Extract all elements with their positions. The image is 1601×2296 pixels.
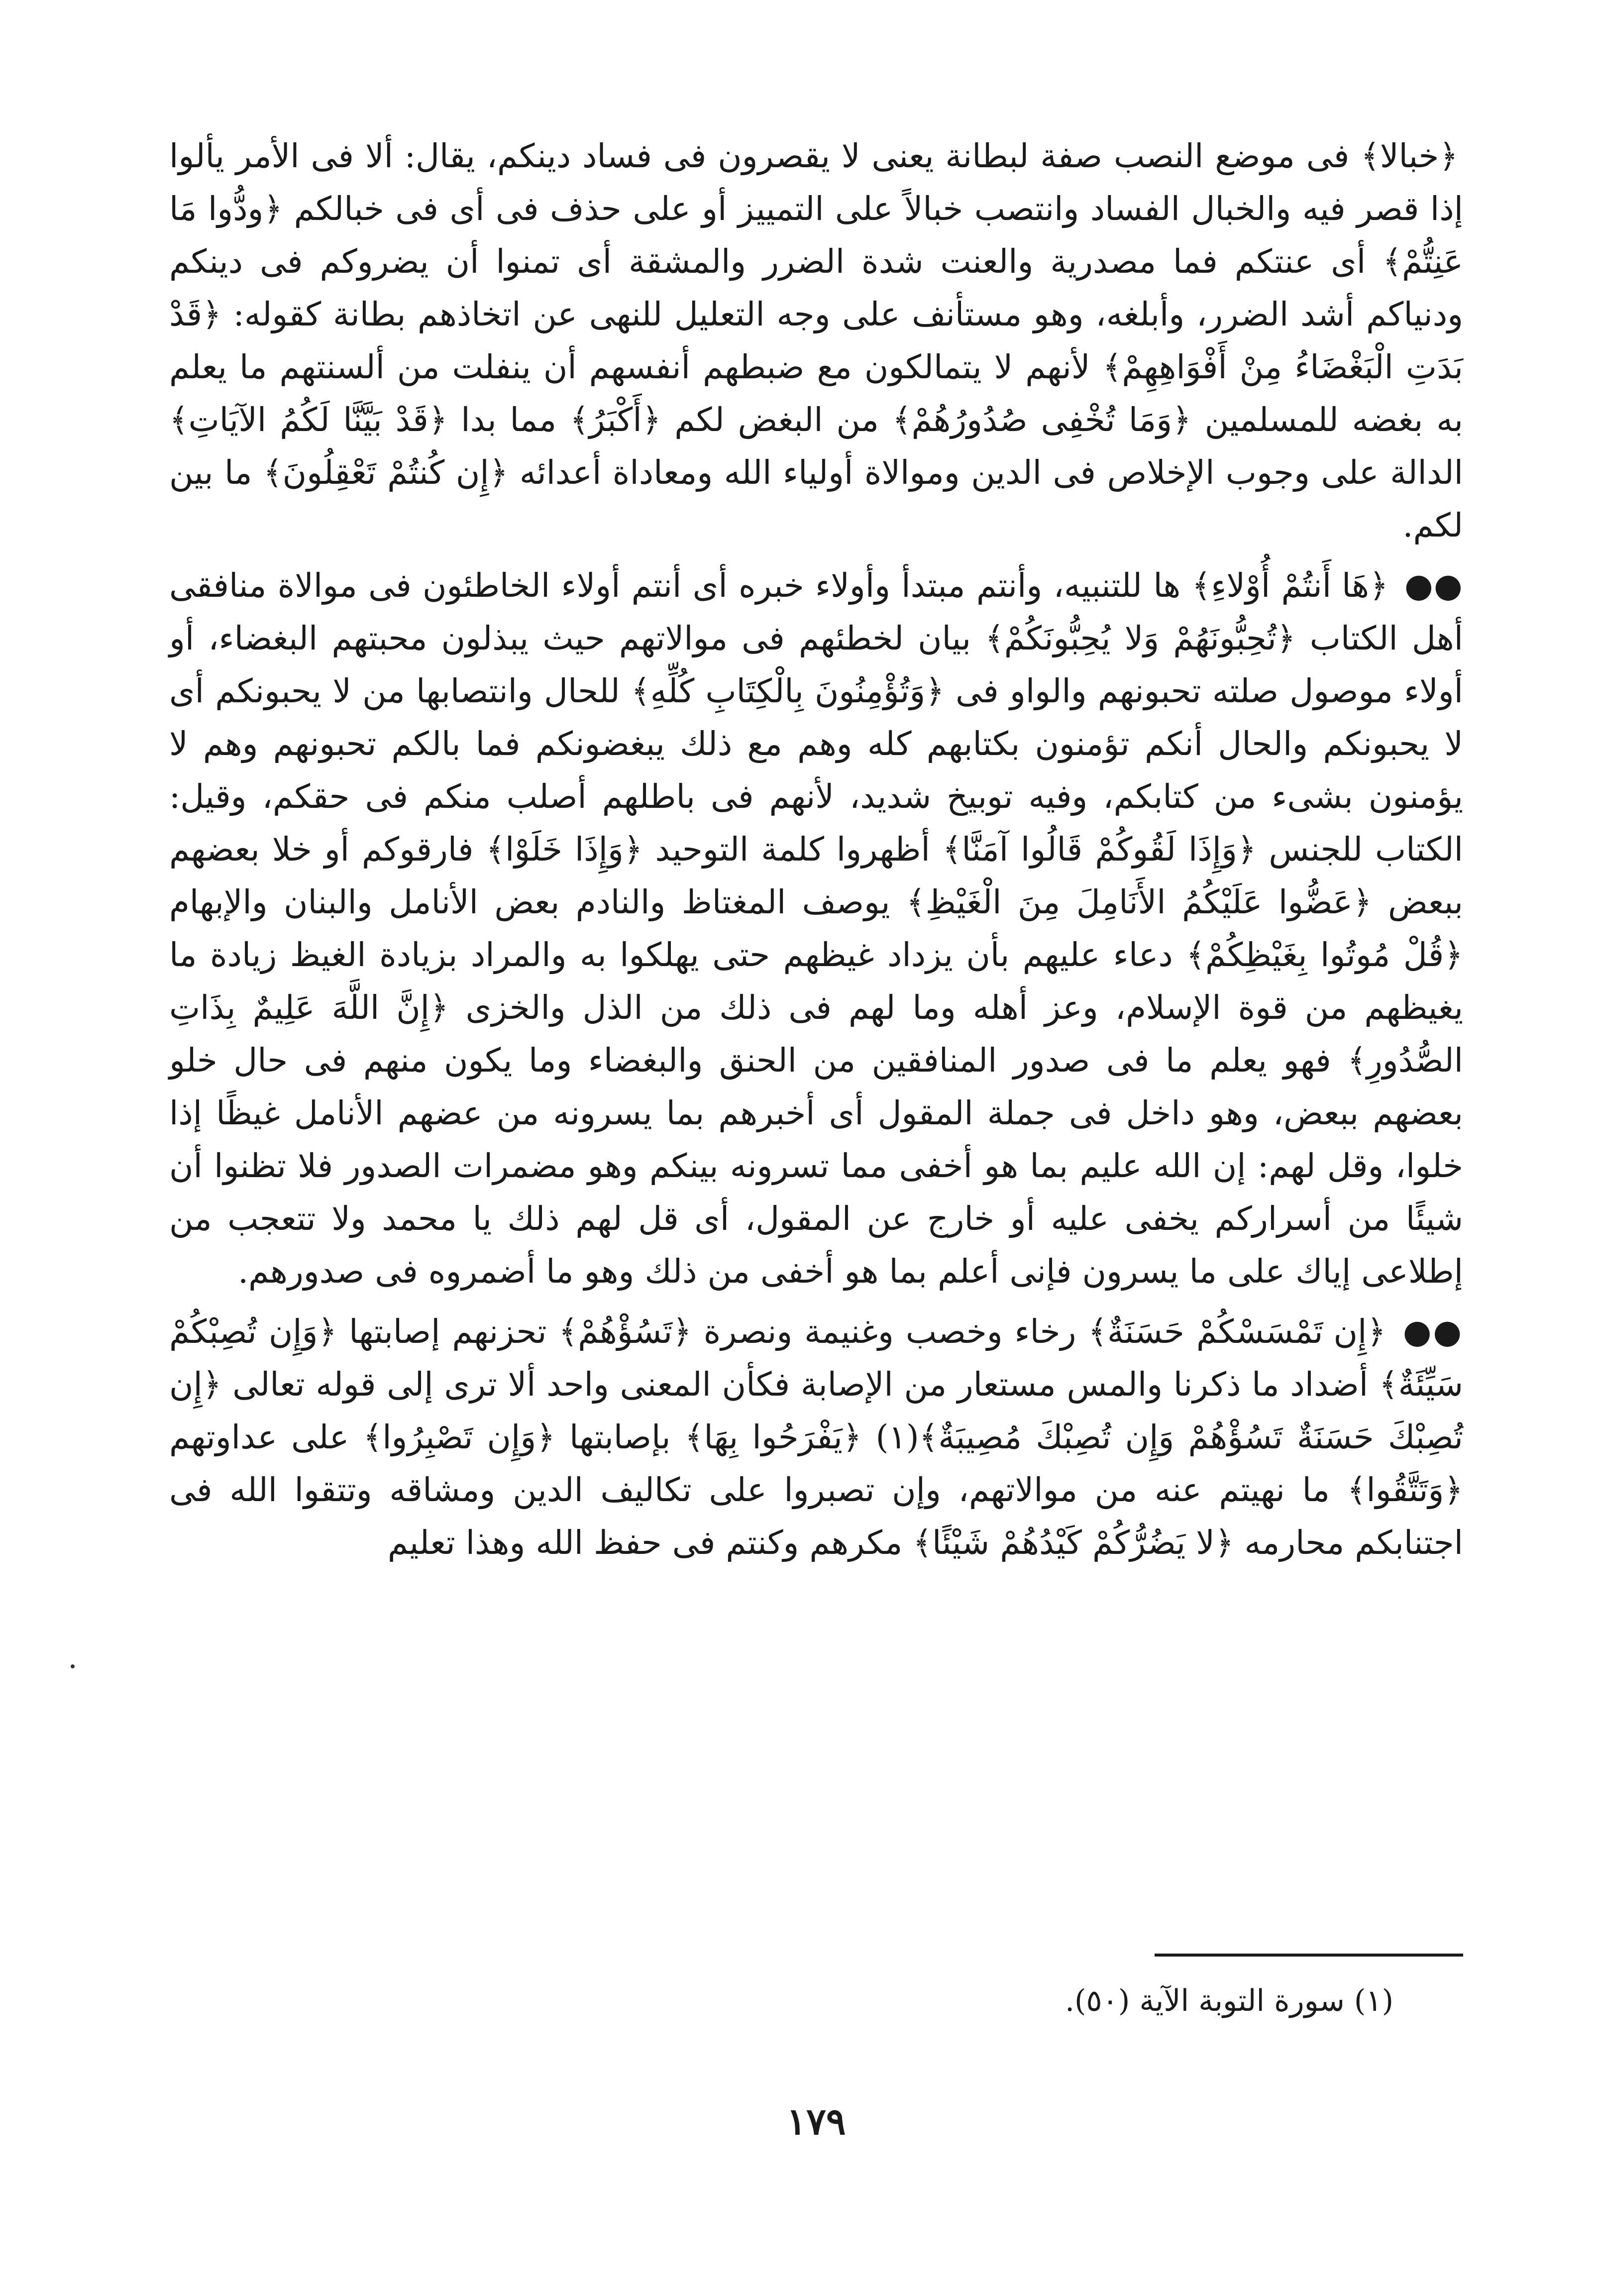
book-page: [169, 129, 1463, 2220]
footnote: (١) سورة التوبة الآية (٥٠).: [1065, 1983, 1393, 2018]
paragraph-2: [169, 559, 1463, 1298]
paragraph-text: ﴿خبالا﴾ فى موضع النصب صفة لبطانة يعنى لا يقصرون فى فساد دينكم، يقال: ألا فى الأمر يألوا إذا قصر فيه والخبال الفساد وانتصب خبالاً على التمييز أو على حذف فى أى فى خبالكم ﴿ودُّوا مَا عَنِتُّمْ﴾ أى عنتكم فما مصدرية والعنت شدة الضرر والمشقة أى تمنوا أن يضروكم فى دينكم ودنياكم أشد الضرر، وأبلغه، وهو مستأنف على وجه التعليل للنهى عن اتخاذهم بطانة كقوله: ﴿قَدْ بَدَتِ الْبَغْضَاءُ مِنْ أَفْوَاهِهِمْ﴾ لأنهم لا يتمالكون مع ضبطهم أنفسهم أن ينفلت من ألسنتهم ما يعلم به بغضه للمسلمين ﴿وَمَا تُخْفِى صُدُورُهُمْ﴾ من البغض لكم ﴿أَكْبَرُ﴾ مما بدا ﴿قَدْ بَيَّنَّا لَكُمُ الآيَاتِ﴾ الدالة على وجوب الإخلاص فى الدين وموالاة أولياء الله ومعاداة أعدائه ﴿إِن كُنتُمْ تَعْقِلُونَ﴾ ما بين لكم.: [169, 137, 1464, 545]
footnote-divider: [1155, 1954, 1463, 1957]
paragraph-text: ﴿إِن تَمْسَسْكُمْ حَسَنَةٌ﴾ رخاء وخصب وغنيمة ونصرة ﴿تَسُؤْهُمْ﴾ تحزنهم إصابتها ﴿وَإِن تُصِبْكُمْ سَيِّئَةٌ﴾ أضداد ما ذكرنا والمس مستعار من الإصابة فكأن المعنى واحد ألا ترى إلى قوله تعالى ﴿إِن تُصِبْكَ حَسَنَةٌ تَسُؤْهُمْ وَإِن تُصِبْكَ مُصِيبَةٌ﴾(١) ﴿يَفْرَحُوا بِهَا﴾ بإصابتها ﴿وَإِن تَصْبِرُوا﴾ على عداوتهم ﴿وَتَتَّقُوا﴾ ما نهيتم عنه من موالاتهم، وإن تصبروا على تكاليف الدين ومشاقه وتتقوا الله فى اجتنابكم محارمه ﴿لا يَضُرُّكُمْ كَيْدُهُمْ شَيْئًا﴾ مكرهم وكنتم فى حفظ الله وهذا تعليم: [169, 1312, 1464, 1562]
paragraph-1: [169, 129, 1463, 552]
margin-dot: [71, 1664, 75, 1668]
paragraph-bullet: ●●: [1404, 566, 1463, 605]
paragraph-bullet: ●●: [1402, 1312, 1463, 1351]
paragraph-3: [169, 1305, 1463, 1569]
paragraph-text: ﴿هَا أَنتُمْ أُوْلاءِ﴾ ها للتنبيه، وأنتم مبتدأ وأولاء خبره أى أنتم أولاء الخاطئون فى موالاة منافقى أهل الكتاب ﴿تُحِبُّونَهُمْ وَلا يُحِبُّونَكُمْ﴾ بيان لخطئهم فى موالاتهم حيث يبذلون محبتهم البغضاء، أو أولاء موصول صلته تحبونهم والواو فى ﴿وَتُؤْمِنُونَ بِالْكِتَابِ كُلِّهِ﴾ للحال وانتصابها من لا يحبونكم أى لا يحبونكم والحال أنكم تؤمنون بكتابهم كله وهم مع ذلك يبغضونكم فما بالكم تحبونهم وهم لا يؤمنون بشىء من كتابكم، وفيه توبيخ شديد، لأنهم فى باطلهم أصلب منكم فى حقكم، وقيل: الكتاب للجنس ﴿وَإِذَا لَقُوكُمْ قَالُوا آمَنَّا﴾ أظهروا كلمة التوحيد ﴿وَإِذَا خَلَوْا﴾ فارقوكم أو خلا بعضهم ببعض ﴿عَضُّوا عَلَيْكُمُ الأَنَامِلَ مِنَ الْغَيْظِ﴾ يوصف المغتاظ والنادم بعض الأنامل والبنان والإبهام ﴿قُلْ مُوتُوا بِغَيْظِكُمْ﴾ دعاء عليهم بأن يزداد غيظهم حتى يهلكوا به والمراد بزيادة الغيظ زيادة ما يغيظهم من قوة الإسلام، وعز أهله وما لهم فى ذلك من الذل والخزى ﴿إِنَّ اللَّهَ عَلِيمٌ بِذَاتِ الصُّدُورِ﴾ فهو يعلم ما فى صدور المنافقين من الحنق والبغضاء وما يكون منهم فى حال خلو بعضهم ببعض، وهو داخل فى جملة المقول أى أخبرهم بما يسرونه من عضهم الأنامل غيظًا إذا خلوا، وقل لهم: إن الله عليم بما هو أخفى مما تسرونه بينكم وهو مضمرات الصدور فلا تظنوا أن شيئًا من أسراركم يخفى عليه أو خارج عن المقول، أى قل لهم ذلك يا محمد ولا تتعجب من إطلاعى إياك على ما يسرون فإنى أعلم بما هو أخفى من ذلك وهو ما أضمروه فى صدورهم.: [169, 566, 1463, 1291]
page-number: ١٧٩: [786, 2100, 846, 2143]
